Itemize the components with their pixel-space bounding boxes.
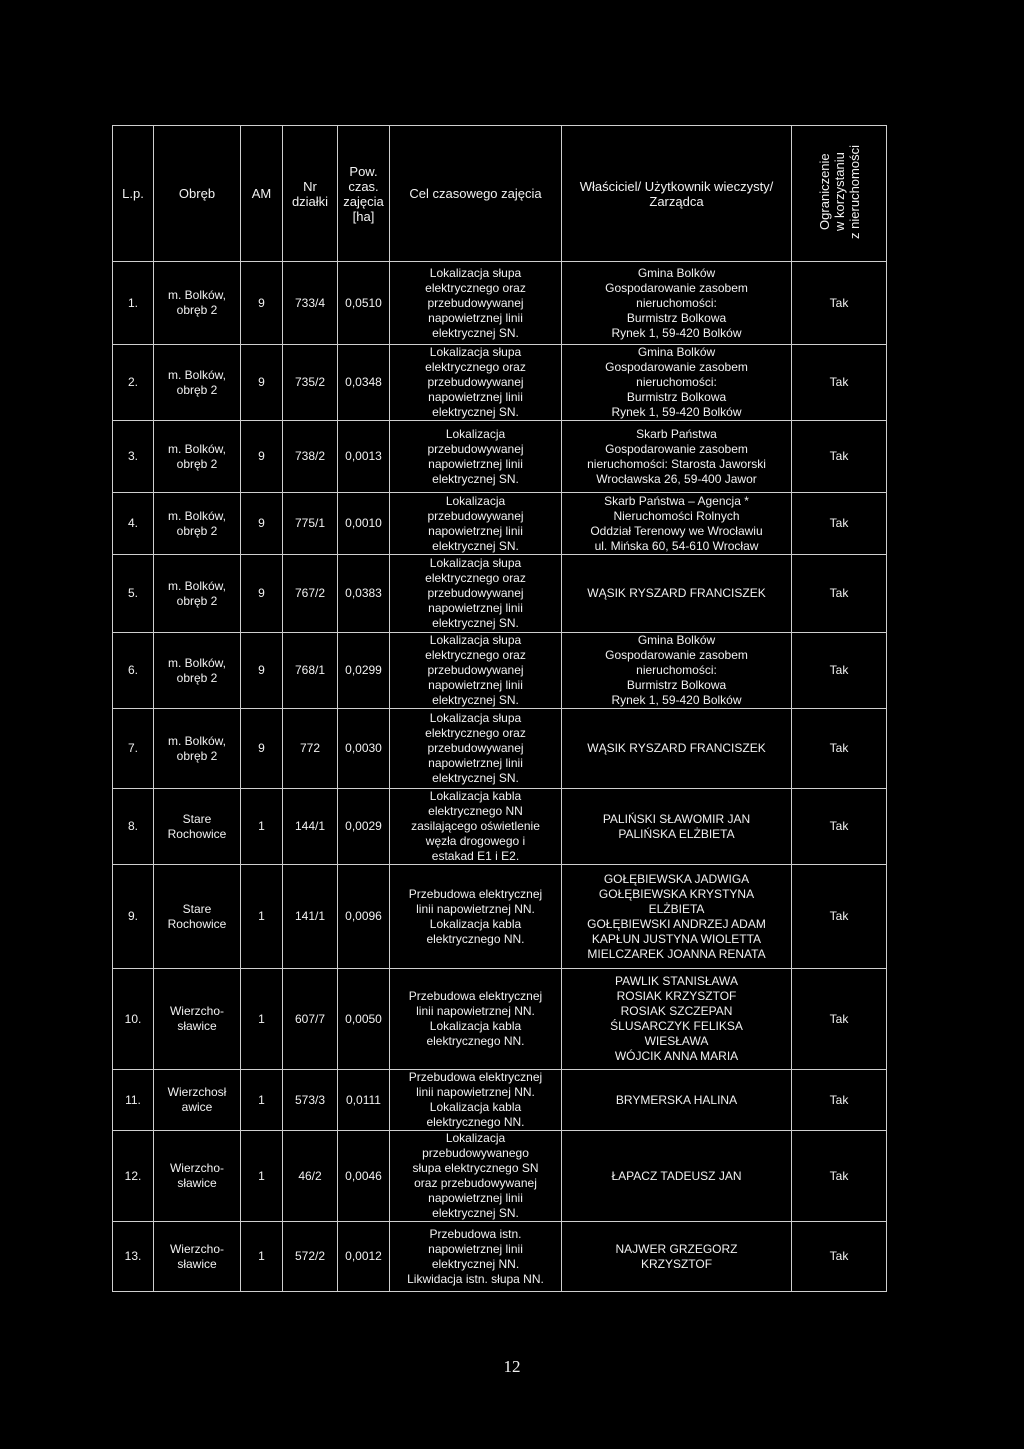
cell-am: 1 bbox=[241, 865, 283, 969]
cell-lp: 10. bbox=[113, 969, 154, 1070]
cell-ograniczenie: Tak bbox=[792, 345, 887, 421]
cell-cel: Lokalizacja słupa elektrycznego oraz przebudowywanej napowietrznej linii elektrycznej SN. bbox=[390, 262, 562, 345]
cell-ograniczenie: Tak bbox=[792, 555, 887, 633]
cell-nr: 733/4 bbox=[283, 262, 338, 345]
table-row bbox=[113, 493, 887, 555]
cell-ograniczenie: Tak bbox=[792, 969, 887, 1070]
cell-nr: 144/1 bbox=[283, 789, 338, 865]
cell-lp: 13. bbox=[113, 1222, 154, 1292]
table-row bbox=[113, 969, 887, 1070]
cell-owner: WĄSIK RYSZARD FRANCISZEK bbox=[562, 555, 792, 633]
cell-ograniczenie: Tak bbox=[792, 1222, 887, 1292]
header-lp: L.p. bbox=[113, 126, 154, 262]
cell-lp: 8. bbox=[113, 789, 154, 865]
cell-ograniczenie: Tak bbox=[792, 262, 887, 345]
cell-lp: 12. bbox=[113, 1131, 154, 1222]
cell-am: 1 bbox=[241, 1222, 283, 1292]
header-row bbox=[113, 126, 887, 262]
cell-obreb: Wierzcho- sławice bbox=[154, 969, 241, 1070]
cell-owner: GOŁĘBIEWSKA JADWIGA GOŁĘBIEWSKA KRYSTYNA ELŻBIETA GOŁĘBIEWSKI ANDRZEJ ADAM KAPŁUN JUSTYNA WIOLETTA MIELCZAREK JOANNA RENATA bbox=[562, 865, 792, 969]
cell-owner: Skarb Państwa Gospodarowanie zasobem nieruchomości: Starosta Jaworski Wrocławska 26, 59-400 Jawor bbox=[562, 421, 792, 493]
cell-ograniczenie: Tak bbox=[792, 1131, 887, 1222]
cell-pow: 0,0111 bbox=[338, 1070, 390, 1131]
cell-lp: 4. bbox=[113, 493, 154, 555]
table-row bbox=[113, 555, 887, 633]
cell-cel: Lokalizacja przebudowywanej napowietrznej linii elektrycznej SN. bbox=[390, 421, 562, 493]
cell-obreb: Wierzcho- sławice bbox=[154, 1222, 241, 1292]
cell-cel: Lokalizacja przebudowywanego słupa elektrycznego SN oraz przebudowywanej napowietrznej linii elektrycznej SN. bbox=[390, 1131, 562, 1222]
cell-owner: ŁAPACZ TADEUSZ JAN bbox=[562, 1131, 792, 1222]
table-row bbox=[113, 262, 887, 345]
cell-lp: 6. bbox=[113, 633, 154, 709]
cell-pow: 0,0030 bbox=[338, 709, 390, 789]
cell-owner: PAWLIK STANISŁAWA ROSIAK KRZYSZTOF ROSIAK SZCZEPAN ŚLUSARCZYK FELIKSA WIESŁAWA WÓJCIK ANNA MARIA bbox=[562, 969, 792, 1070]
table-row bbox=[113, 865, 887, 969]
ownership-table bbox=[112, 125, 887, 1292]
cell-owner: PALIŃSKI SŁAWOMIR JAN PALIŃSKA ELŻBIETA bbox=[562, 789, 792, 865]
page-number: 12 bbox=[503, 1357, 521, 1376]
cell-cel: Lokalizacja słupa elektrycznego oraz przebudowywanej napowietrznej linii elektrycznej SN. bbox=[390, 709, 562, 789]
cell-am: 9 bbox=[241, 633, 283, 709]
cell-cel: Lokalizacja słupa elektrycznego oraz przebudowywanej napowietrznej linii elektrycznej SN. bbox=[390, 633, 562, 709]
cell-nr: 775/1 bbox=[283, 493, 338, 555]
cell-owner: Skarb Państwa – Agencja * Nieruchomości Rolnych Oddział Terenowy we Wrocławiu ul. Mińska 60, 54-610 Wrocław bbox=[562, 493, 792, 555]
header-ograniczenie-text: Ograniczenie w korzystaniu z nieruchomości bbox=[816, 145, 862, 239]
cell-ograniczenie: Tak bbox=[792, 633, 887, 709]
cell-ograniczenie: Tak bbox=[792, 421, 887, 493]
cell-owner: Gmina Bolków Gospodarowanie zasobem nieruchomości: Burmistrz Bolkowa Rynek 1, 59-420 Bolków bbox=[562, 345, 792, 421]
cell-am: 9 bbox=[241, 345, 283, 421]
cell-am: 9 bbox=[241, 421, 283, 493]
cell-cel: Lokalizacja przebudowywanej napowietrznej linii elektrycznej SN. bbox=[390, 493, 562, 555]
cell-am: 9 bbox=[241, 555, 283, 633]
cell-am: 1 bbox=[241, 1070, 283, 1131]
cell-pow: 0,0383 bbox=[338, 555, 390, 633]
cell-nr: 768/1 bbox=[283, 633, 338, 709]
cell-nr: 607/7 bbox=[283, 969, 338, 1070]
cell-owner: BRYMERSKA HALINA bbox=[562, 1070, 792, 1131]
cell-obreb: m. Bolków, obręb 2 bbox=[154, 493, 241, 555]
cell-obreb: m. Bolków, obręb 2 bbox=[154, 709, 241, 789]
cell-pow: 0,0510 bbox=[338, 262, 390, 345]
cell-obreb: Stare Rochowice bbox=[154, 789, 241, 865]
cell-ograniczenie: Tak bbox=[792, 865, 887, 969]
header-ograniczenie bbox=[792, 126, 887, 262]
cell-obreb: Stare Rochowice bbox=[154, 865, 241, 969]
cell-obreb: m. Bolków, obręb 2 bbox=[154, 421, 241, 493]
cell-nr: 572/2 bbox=[283, 1222, 338, 1292]
cell-lp: 3. bbox=[113, 421, 154, 493]
cell-lp: 1. bbox=[113, 262, 154, 345]
cell-obreb: Wierzchosł awice bbox=[154, 1070, 241, 1131]
cell-ograniczenie: Tak bbox=[792, 789, 887, 865]
cell-pow: 0,0029 bbox=[338, 789, 390, 865]
table-row bbox=[113, 709, 887, 789]
table-row bbox=[113, 1222, 887, 1292]
header-am: AM bbox=[241, 126, 283, 262]
header-obreb: Obręb bbox=[154, 126, 241, 262]
cell-lp: 2. bbox=[113, 345, 154, 421]
cell-lp: 7. bbox=[113, 709, 154, 789]
table-row bbox=[113, 789, 887, 865]
cell-obreb: m. Bolków, obręb 2 bbox=[154, 345, 241, 421]
cell-am: 9 bbox=[241, 709, 283, 789]
cell-pow: 0,0050 bbox=[338, 969, 390, 1070]
header-nr: Nr działki bbox=[283, 126, 338, 262]
cell-cel: Lokalizacja słupa elektrycznego oraz przebudowywanej napowietrznej linii elektrycznej SN. bbox=[390, 555, 562, 633]
cell-cel: Lokalizacja słupa elektrycznego oraz przebudowywanej napowietrznej linii elektrycznej SN. bbox=[390, 345, 562, 421]
table-row bbox=[113, 1070, 887, 1131]
table-row bbox=[113, 1131, 887, 1222]
cell-pow: 0,0013 bbox=[338, 421, 390, 493]
cell-pow: 0,0010 bbox=[338, 493, 390, 555]
cell-ograniczenie: Tak bbox=[792, 1070, 887, 1131]
cell-am: 9 bbox=[241, 493, 283, 555]
cell-nr: 767/2 bbox=[283, 555, 338, 633]
cell-owner: NAJWER GRZEGORZ KRZYSZTOF bbox=[562, 1222, 792, 1292]
header-pow: Pow. czas. zajęcia [ha] bbox=[338, 126, 390, 262]
cell-pow: 0,0012 bbox=[338, 1222, 390, 1292]
cell-pow: 0,0046 bbox=[338, 1131, 390, 1222]
table-row bbox=[113, 345, 887, 421]
cell-pow: 0,0348 bbox=[338, 345, 390, 421]
cell-lp: 5. bbox=[113, 555, 154, 633]
cell-cel: Przebudowa istn. napowietrznej linii elektrycznej NN. Likwidacja istn. słupa NN. bbox=[390, 1222, 562, 1292]
cell-owner: Gmina Bolków Gospodarowanie zasobem nieruchomości: Burmistrz Bolkowa Rynek 1, 59-420 Bolków bbox=[562, 633, 792, 709]
cell-nr: 772 bbox=[283, 709, 338, 789]
cell-pow: 0,0096 bbox=[338, 865, 390, 969]
cell-nr: 46/2 bbox=[283, 1131, 338, 1222]
cell-am: 9 bbox=[241, 262, 283, 345]
cell-cel: Lokalizacja kabla elektrycznego NN zasilającego oświetlenie węzła drogowego i estakad E1 i E2. bbox=[390, 789, 562, 865]
cell-cel: Przebudowa elektrycznej linii napowietrznej NN. Lokalizacja kabla elektrycznego NN. bbox=[390, 969, 562, 1070]
table-row bbox=[113, 421, 887, 493]
cell-nr: 141/1 bbox=[283, 865, 338, 969]
cell-nr: 573/3 bbox=[283, 1070, 338, 1131]
cell-ograniczenie: Tak bbox=[792, 493, 887, 555]
cell-nr: 738/2 bbox=[283, 421, 338, 493]
cell-lp: 11. bbox=[113, 1070, 154, 1131]
table-row bbox=[113, 633, 887, 709]
cell-obreb: m. Bolków, obręb 2 bbox=[154, 633, 241, 709]
cell-obreb: Wierzcho- sławice bbox=[154, 1131, 241, 1222]
header-cel: Cel czasowego zajęcia bbox=[390, 126, 562, 262]
cell-obreb: m. Bolków, obręb 2 bbox=[154, 555, 241, 633]
cell-am: 1 bbox=[241, 1131, 283, 1222]
cell-pow: 0,0299 bbox=[338, 633, 390, 709]
cell-owner: WĄSIK RYSZARD FRANCISZEK bbox=[562, 709, 792, 789]
cell-lp: 9. bbox=[113, 865, 154, 969]
cell-cel: Przebudowa elektrycznej linii napowietrznej NN. Lokalizacja kabla elektrycznego NN. bbox=[390, 865, 562, 969]
cell-am: 1 bbox=[241, 969, 283, 1070]
cell-am: 1 bbox=[241, 789, 283, 865]
cell-owner: Gmina Bolków Gospodarowanie zasobem nieruchomości: Burmistrz Bolkowa Rynek 1, 59-420 Bolków bbox=[562, 262, 792, 345]
cell-nr: 735/2 bbox=[283, 345, 338, 421]
cell-ograniczenie: Tak bbox=[792, 709, 887, 789]
cell-cel: Przebudowa elektrycznej linii napowietrznej NN. Lokalizacja kabla elektrycznego NN. bbox=[390, 1070, 562, 1131]
cell-obreb: m. Bolków, obręb 2 bbox=[154, 262, 241, 345]
header-wlasciciel: Właściciel/ Użytkownik wieczysty/ Zarządca bbox=[562, 126, 792, 262]
table-body bbox=[113, 262, 887, 1292]
